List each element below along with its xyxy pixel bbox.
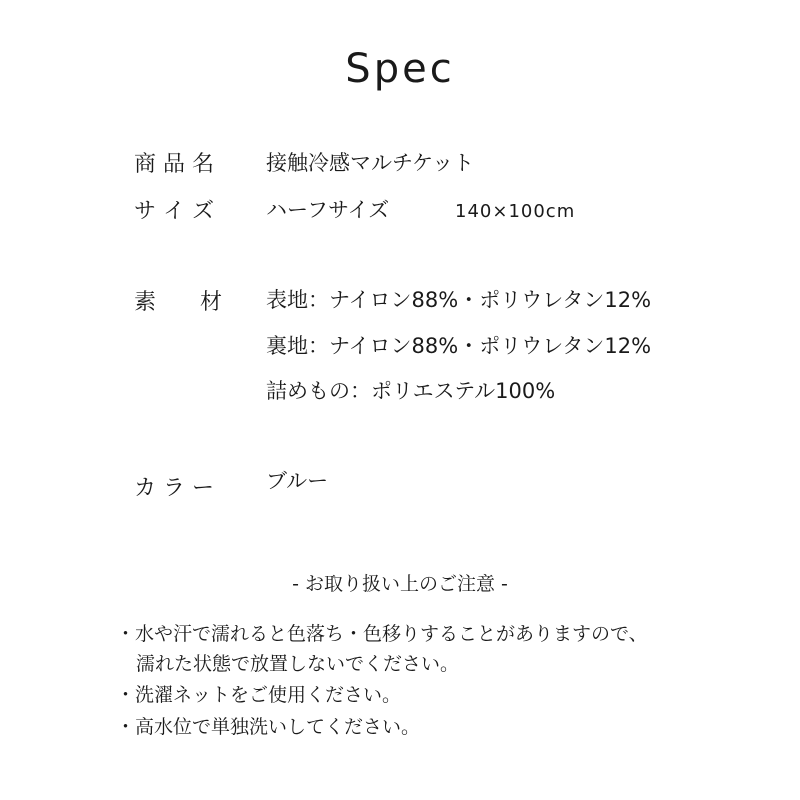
size-value: ハーフサイズ xyxy=(266,198,390,222)
material-filling: 詰めもの：ポリエステル100% xyxy=(266,379,556,403)
material-label: 素 材 xyxy=(134,290,223,315)
care-note: ・洗濯ネットをご使用ください。 xyxy=(116,684,402,706)
care-note: ・高水位で単独洗いしてください。 xyxy=(116,716,421,738)
material-inner: 裏地：ナイロン88%・ポリウレタン12% xyxy=(266,334,652,358)
care-note: ・水や汗で濡れると色落ち・色移りすることがありますので、 xyxy=(116,623,648,645)
size-dimensions: 140×100cm xyxy=(455,201,576,222)
size-label: サ イ ズ xyxy=(134,199,214,224)
care-heading: - お取り扱い上のご注意 - xyxy=(292,573,508,595)
product-name-label: 商 品 名 xyxy=(134,152,214,177)
color-label: カ ラ ー xyxy=(134,476,214,501)
color-value: ブルー xyxy=(266,469,329,493)
material-outer: 表地：ナイロン88%・ポリウレタン12% xyxy=(266,288,652,312)
care-note-continued: 濡れた状態で放置しないでください。 xyxy=(136,653,460,675)
product-name-value: 接触冷感マルチケット xyxy=(266,151,475,175)
page-title: Spec xyxy=(345,46,455,92)
